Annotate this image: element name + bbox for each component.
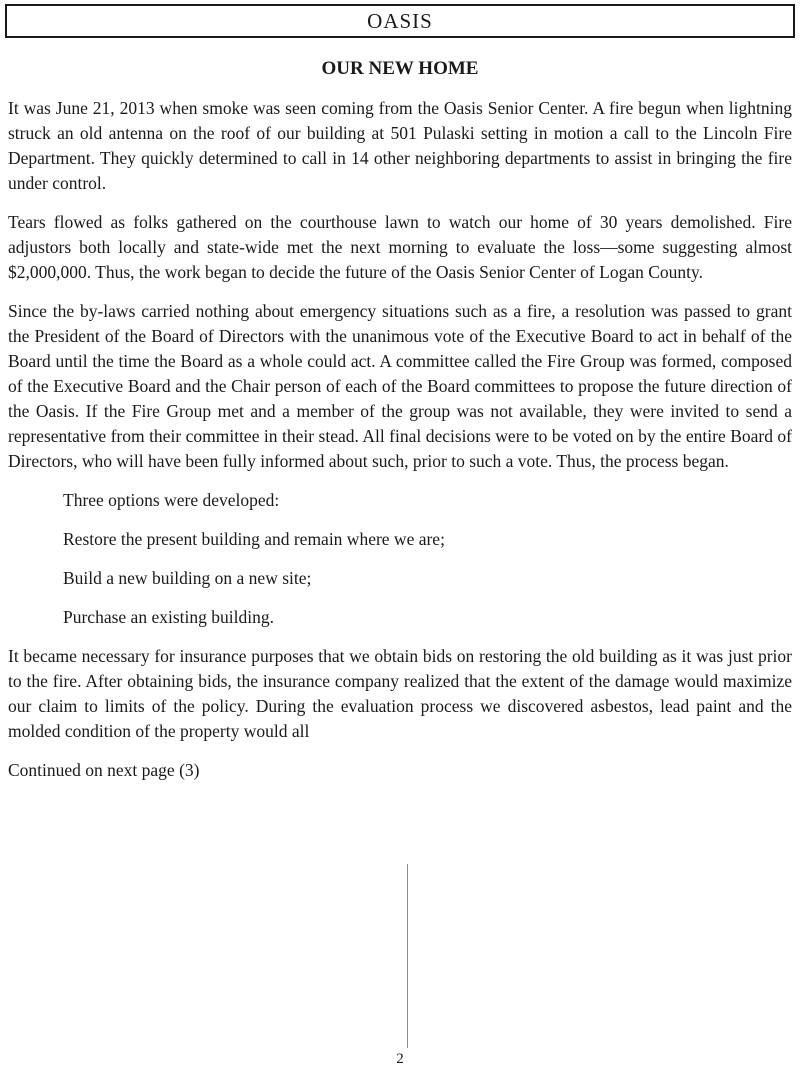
paragraph-2: Tears flowed as folks gathered on the courthouse lawn to watch our home of 30 years demolished. Fire adjustors both locally and state-wide met the next morning to evaluate the loss—some suggesting almost $2,000,000. Thus, the work began to decide the future of the Oasis Senior Center of Logan County. (8, 212, 792, 282)
newsletter-header (5, 4, 795, 38)
article-title: OUR NEW HOME (321, 58, 479, 79)
column-divider (407, 864, 408, 1048)
options-intro: Three options were developed: (63, 490, 280, 510)
article-content (8, 58, 792, 783)
option-build-new: Build a new building on a new site; (63, 568, 312, 588)
paragraph-3: Since the by-laws carried nothing about emergency situations such as a fire, a resolution was passed to grant the President of the Board of Directors with the unanimous vote of the Executive Board to act in behalf of the Board until the time the Board as a whole could act. A committee called the Fire Group was formed, composed of the Executive Board and the Chair person of each of the Board committees to propose the future direction of the Oasis. If the Fire Group met and a member of the group was not available, they were invited to send a representative from their committee in their stead. All final decisions were to be voted on by the entire Board of Directors, who will have been fully informed about such, prior to such a vote. Thus, the process began. (8, 301, 792, 471)
continued-notice: Continued on next page (3) (8, 760, 200, 780)
paragraph-1: It was June 21, 2013 when smoke was seen coming from the Oasis Senior Center. A fire begun when lightning struck an old antenna on the roof of our building at 501 Pulaski setting in motion a call to the Lincoln Fire Department. They quickly determined to call in 14 other neighboring departments to assist in bringing the fire under control. (8, 98, 792, 193)
paragraph-4: It became necessary for insurance purposes that we obtain bids on restoring the old building as it was just prior to the fire. After obtaining bids, the insurance company realized that the extent of the damage would maximize our claim to limits of the policy. During the evaluation process we discovered asbestos, lead paint and the molded condition of the property would all (8, 646, 792, 741)
newsletter-masthead: OASIS (367, 8, 433, 33)
page-number: 2 (396, 1051, 404, 1067)
option-purchase: Purchase an existing building. (63, 607, 274, 627)
option-restore: Restore the present building and remain where we are; (63, 529, 445, 549)
